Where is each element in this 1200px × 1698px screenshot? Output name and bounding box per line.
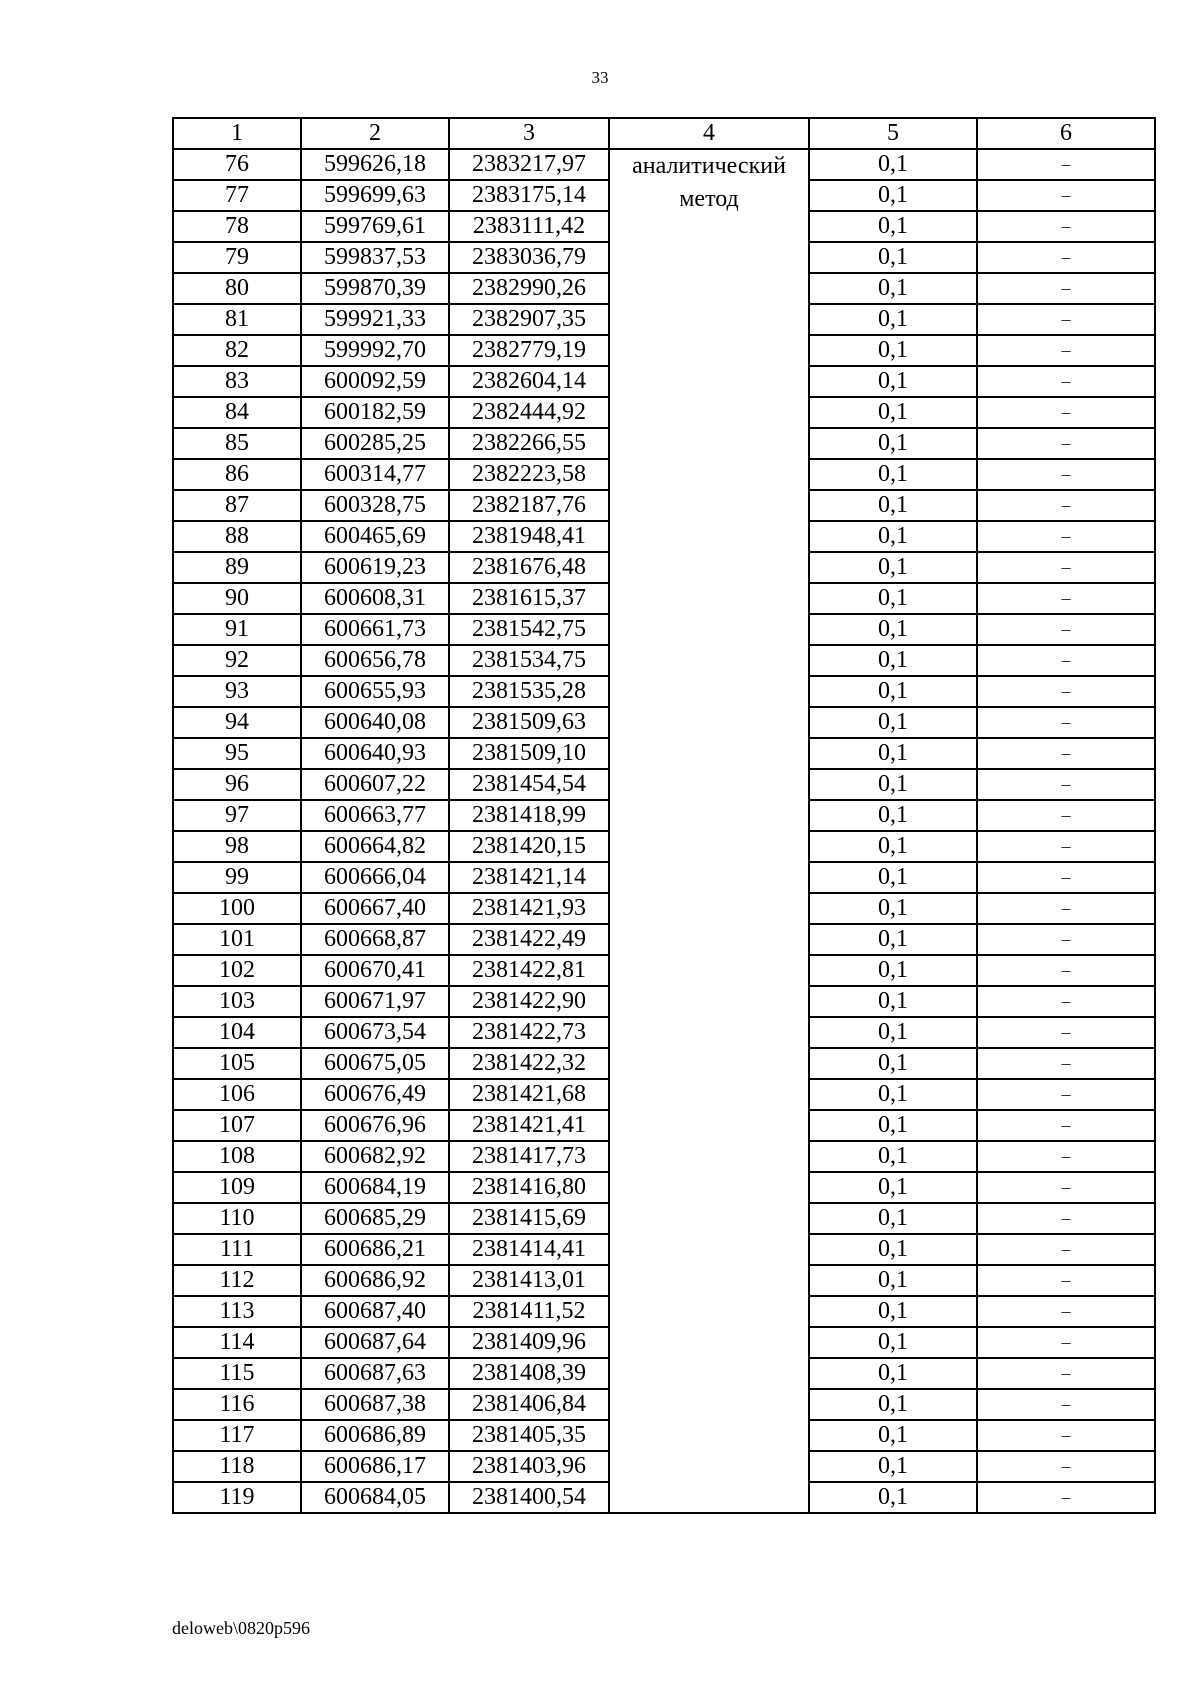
accuracy-cell: 0,1: [809, 1358, 977, 1389]
accuracy-cell: 0,1: [809, 211, 977, 242]
x-coordinate-cell: 600666,04: [301, 862, 449, 893]
point-number-cell: 97: [173, 800, 301, 831]
accuracy-cell: 0,1: [809, 1141, 977, 1172]
y-coordinate-cell: 2381414,41: [449, 1234, 609, 1265]
description-cell: –: [977, 180, 1155, 211]
y-coordinate-cell: 2381418,99: [449, 800, 609, 831]
accuracy-cell: 0,1: [809, 1420, 977, 1451]
accuracy-cell: 0,1: [809, 738, 977, 769]
y-coordinate-cell: 2382990,26: [449, 273, 609, 304]
description-cell: –: [977, 1110, 1155, 1141]
y-coordinate-cell: 2381403,96: [449, 1451, 609, 1482]
x-coordinate-cell: 600673,54: [301, 1017, 449, 1048]
accuracy-cell: 0,1: [809, 800, 977, 831]
x-coordinate-cell: 600686,92: [301, 1265, 449, 1296]
point-number-cell: 119: [173, 1482, 301, 1513]
x-coordinate-cell: 600668,87: [301, 924, 449, 955]
accuracy-cell: 0,1: [809, 1451, 977, 1482]
x-coordinate-cell: 599626,18: [301, 149, 449, 180]
y-coordinate-cell: 2381417,73: [449, 1141, 609, 1172]
x-coordinate-cell: 600686,17: [301, 1451, 449, 1482]
y-coordinate-cell: 2381409,96: [449, 1327, 609, 1358]
x-coordinate-cell: 600682,92: [301, 1141, 449, 1172]
point-number-cell: 107: [173, 1110, 301, 1141]
x-coordinate-cell: 600676,96: [301, 1110, 449, 1141]
point-number-cell: 95: [173, 738, 301, 769]
point-number-cell: 109: [173, 1172, 301, 1203]
accuracy-cell: 0,1: [809, 769, 977, 800]
description-cell: –: [977, 924, 1155, 955]
point-number-cell: 105: [173, 1048, 301, 1079]
x-coordinate-cell: 600684,05: [301, 1482, 449, 1513]
y-coordinate-cell: 2381509,10: [449, 738, 609, 769]
y-coordinate-cell: 2382444,92: [449, 397, 609, 428]
accuracy-cell: 0,1: [809, 397, 977, 428]
description-cell: –: [977, 862, 1155, 893]
y-coordinate-cell: 2381405,35: [449, 1420, 609, 1451]
footer-doc-id: deloweb\0820p596: [172, 1618, 310, 1638]
point-number-cell: 114: [173, 1327, 301, 1358]
page-number: 33: [591, 68, 609, 87]
description-cell: –: [977, 1451, 1155, 1482]
method-text-line: метод: [679, 186, 739, 212]
x-coordinate-cell: 599870,39: [301, 273, 449, 304]
accuracy-cell: 0,1: [809, 1296, 977, 1327]
description-cell: –: [977, 1048, 1155, 1079]
point-number-cell: 78: [173, 211, 301, 242]
description-cell: –: [977, 986, 1155, 1017]
y-coordinate-cell: 2381615,37: [449, 583, 609, 614]
accuracy-cell: 0,1: [809, 1482, 977, 1513]
description-cell: –: [977, 676, 1155, 707]
accuracy-cell: 0,1: [809, 676, 977, 707]
y-coordinate-cell: 2382907,35: [449, 304, 609, 335]
y-coordinate-cell: 2381421,68: [449, 1079, 609, 1110]
accuracy-cell: 0,1: [809, 366, 977, 397]
header-cell: 3: [449, 118, 609, 149]
header-row: [173, 118, 1155, 149]
description-cell: –: [977, 800, 1155, 831]
x-coordinate-cell: 600685,29: [301, 1203, 449, 1234]
point-number-cell: 117: [173, 1420, 301, 1451]
y-coordinate-cell: 2381406,84: [449, 1389, 609, 1420]
description-cell: –: [977, 1420, 1155, 1451]
accuracy-cell: 0,1: [809, 273, 977, 304]
x-coordinate-cell: 600661,73: [301, 614, 449, 645]
point-number-cell: 102: [173, 955, 301, 986]
y-coordinate-cell: 2381421,93: [449, 893, 609, 924]
accuracy-cell: 0,1: [809, 1234, 977, 1265]
description-cell: –: [977, 1327, 1155, 1358]
accuracy-cell: 0,1: [809, 1079, 977, 1110]
y-coordinate-cell: 2381413,01: [449, 1265, 609, 1296]
point-number-cell: 110: [173, 1203, 301, 1234]
y-coordinate-cell: 2381535,28: [449, 676, 609, 707]
accuracy-cell: 0,1: [809, 645, 977, 676]
accuracy-cell: 0,1: [809, 304, 977, 335]
description-cell: –: [977, 831, 1155, 862]
x-coordinate-cell: 600670,41: [301, 955, 449, 986]
description-cell: –: [977, 1172, 1155, 1203]
method-cell: [609, 149, 809, 1513]
y-coordinate-cell: 2383036,79: [449, 242, 609, 273]
x-coordinate-cell: 600687,38: [301, 1389, 449, 1420]
accuracy-cell: 0,1: [809, 1110, 977, 1141]
x-coordinate-cell: 600655,93: [301, 676, 449, 707]
point-number-cell: 116: [173, 1389, 301, 1420]
accuracy-cell: 0,1: [809, 831, 977, 862]
y-coordinate-cell: 2381420,15: [449, 831, 609, 862]
x-coordinate-cell: 600686,21: [301, 1234, 449, 1265]
y-coordinate-cell: 2381411,52: [449, 1296, 609, 1327]
point-number-cell: 87: [173, 490, 301, 521]
accuracy-cell: 0,1: [809, 583, 977, 614]
x-coordinate-cell: 600640,08: [301, 707, 449, 738]
description-cell: –: [977, 242, 1155, 273]
x-coordinate-cell: 600285,25: [301, 428, 449, 459]
header-cell: 1: [173, 118, 301, 149]
point-number-cell: 103: [173, 986, 301, 1017]
x-coordinate-cell: 600640,93: [301, 738, 449, 769]
y-coordinate-cell: 2381408,39: [449, 1358, 609, 1389]
x-coordinate-cell: 600656,78: [301, 645, 449, 676]
y-coordinate-cell: 2382266,55: [449, 428, 609, 459]
accuracy-cell: 0,1: [809, 149, 977, 180]
x-coordinate-cell: 600314,77: [301, 459, 449, 490]
point-number-cell: 104: [173, 1017, 301, 1048]
point-number-cell: 89: [173, 552, 301, 583]
description-cell: –: [977, 459, 1155, 490]
x-coordinate-cell: 600182,59: [301, 397, 449, 428]
x-coordinate-cell: 599699,63: [301, 180, 449, 211]
description-cell: –: [977, 304, 1155, 335]
point-number-cell: 106: [173, 1079, 301, 1110]
accuracy-cell: 0,1: [809, 986, 977, 1017]
point-number-cell: 81: [173, 304, 301, 335]
x-coordinate-cell: 600686,89: [301, 1420, 449, 1451]
description-cell: –: [977, 397, 1155, 428]
description-cell: –: [977, 738, 1155, 769]
y-coordinate-cell: 2381422,49: [449, 924, 609, 955]
accuracy-cell: 0,1: [809, 1389, 977, 1420]
point-number-cell: 100: [173, 893, 301, 924]
point-number-cell: 76: [173, 149, 301, 180]
description-cell: –: [977, 149, 1155, 180]
accuracy-cell: 0,1: [809, 924, 977, 955]
x-coordinate-cell: 600465,69: [301, 521, 449, 552]
point-number-cell: 91: [173, 614, 301, 645]
description-cell: –: [977, 645, 1155, 676]
accuracy-cell: 0,1: [809, 242, 977, 273]
x-coordinate-cell: 599992,70: [301, 335, 449, 366]
y-coordinate-cell: 2381416,80: [449, 1172, 609, 1203]
point-number-cell: 85: [173, 428, 301, 459]
y-coordinate-cell: 2382187,76: [449, 490, 609, 521]
accuracy-cell: 0,1: [809, 521, 977, 552]
header-cell: 5: [809, 118, 977, 149]
x-coordinate-cell: 600667,40: [301, 893, 449, 924]
x-coordinate-cell: 600328,75: [301, 490, 449, 521]
description-cell: –: [977, 707, 1155, 738]
description-cell: –: [977, 1265, 1155, 1296]
x-coordinate-cell: 600663,77: [301, 800, 449, 831]
accuracy-cell: 0,1: [809, 1172, 977, 1203]
accuracy-cell: 0,1: [809, 1203, 977, 1234]
x-coordinate-cell: 599837,53: [301, 242, 449, 273]
point-number-cell: 94: [173, 707, 301, 738]
description-cell: –: [977, 521, 1155, 552]
x-coordinate-cell: 600675,05: [301, 1048, 449, 1079]
y-coordinate-cell: 2382223,58: [449, 459, 609, 490]
description-cell: –: [977, 490, 1155, 521]
y-coordinate-cell: 2381534,75: [449, 645, 609, 676]
x-coordinate-cell: 600608,31: [301, 583, 449, 614]
point-number-cell: 113: [173, 1296, 301, 1327]
point-number-cell: 80: [173, 273, 301, 304]
description-cell: –: [977, 552, 1155, 583]
y-coordinate-cell: 2381422,73: [449, 1017, 609, 1048]
header-cell: 6: [977, 118, 1155, 149]
table-body: [173, 118, 1155, 1513]
point-number-cell: 99: [173, 862, 301, 893]
description-cell: –: [977, 1296, 1155, 1327]
table-row: [173, 149, 1155, 180]
accuracy-cell: 0,1: [809, 1048, 977, 1079]
x-coordinate-cell: 600676,49: [301, 1079, 449, 1110]
point-number-cell: 83: [173, 366, 301, 397]
description-cell: –: [977, 1017, 1155, 1048]
point-number-cell: 77: [173, 180, 301, 211]
point-number-cell: 84: [173, 397, 301, 428]
x-coordinate-cell: 600687,63: [301, 1358, 449, 1389]
description-cell: –: [977, 1358, 1155, 1389]
point-number-cell: 111: [173, 1234, 301, 1265]
description-cell: –: [977, 1079, 1155, 1110]
point-number-cell: 82: [173, 335, 301, 366]
description-cell: –: [977, 273, 1155, 304]
y-coordinate-cell: 2381421,41: [449, 1110, 609, 1141]
accuracy-cell: 0,1: [809, 893, 977, 924]
y-coordinate-cell: 2383111,42: [449, 211, 609, 242]
point-number-cell: 92: [173, 645, 301, 676]
accuracy-cell: 0,1: [809, 459, 977, 490]
accuracy-cell: 0,1: [809, 614, 977, 645]
method-text-line: аналитический: [632, 153, 786, 179]
description-cell: –: [977, 366, 1155, 397]
description-cell: –: [977, 893, 1155, 924]
y-coordinate-cell: 2382604,14: [449, 366, 609, 397]
y-coordinate-cell: 2381422,81: [449, 955, 609, 986]
accuracy-cell: 0,1: [809, 1327, 977, 1358]
y-coordinate-cell: 2381454,54: [449, 769, 609, 800]
point-number-cell: 101: [173, 924, 301, 955]
accuracy-cell: 0,1: [809, 335, 977, 366]
description-cell: –: [977, 769, 1155, 800]
y-coordinate-cell: 2381948,41: [449, 521, 609, 552]
x-coordinate-cell: 600684,19: [301, 1172, 449, 1203]
y-coordinate-cell: 2381415,69: [449, 1203, 609, 1234]
x-coordinate-cell: 599921,33: [301, 304, 449, 335]
description-cell: –: [977, 1389, 1155, 1420]
point-number-cell: 93: [173, 676, 301, 707]
description-cell: –: [977, 335, 1155, 366]
point-number-cell: 96: [173, 769, 301, 800]
point-number-cell: 98: [173, 831, 301, 862]
accuracy-cell: 0,1: [809, 552, 977, 583]
point-number-cell: 88: [173, 521, 301, 552]
x-coordinate-cell: 600671,97: [301, 986, 449, 1017]
y-coordinate-cell: 2383175,14: [449, 180, 609, 211]
y-coordinate-cell: 2381676,48: [449, 552, 609, 583]
accuracy-cell: 0,1: [809, 862, 977, 893]
point-number-cell: 115: [173, 1358, 301, 1389]
y-coordinate-cell: 2381422,32: [449, 1048, 609, 1079]
description-cell: –: [977, 1234, 1155, 1265]
x-coordinate-cell: 600092,59: [301, 366, 449, 397]
y-coordinate-cell: 2381421,14: [449, 862, 609, 893]
description-cell: –: [977, 955, 1155, 986]
accuracy-cell: 0,1: [809, 955, 977, 986]
point-number-cell: 90: [173, 583, 301, 614]
y-coordinate-cell: 2381509,63: [449, 707, 609, 738]
description-cell: –: [977, 211, 1155, 242]
accuracy-cell: 0,1: [809, 1265, 977, 1296]
x-coordinate-cell: 599769,61: [301, 211, 449, 242]
description-cell: –: [977, 1141, 1155, 1172]
point-number-cell: 118: [173, 1451, 301, 1482]
y-coordinate-cell: 2381542,75: [449, 614, 609, 645]
description-cell: –: [977, 1203, 1155, 1234]
accuracy-cell: 0,1: [809, 180, 977, 211]
header-cell: 4: [609, 118, 809, 149]
point-number-cell: 79: [173, 242, 301, 273]
accuracy-cell: 0,1: [809, 707, 977, 738]
coordinates-table: [172, 117, 1156, 1514]
point-number-cell: 112: [173, 1265, 301, 1296]
description-cell: –: [977, 1482, 1155, 1513]
accuracy-cell: 0,1: [809, 428, 977, 459]
point-number-cell: 86: [173, 459, 301, 490]
x-coordinate-cell: 600619,23: [301, 552, 449, 583]
x-coordinate-cell: 600687,64: [301, 1327, 449, 1358]
description-cell: –: [977, 614, 1155, 645]
accuracy-cell: 0,1: [809, 1017, 977, 1048]
accuracy-cell: 0,1: [809, 490, 977, 521]
y-coordinate-cell: 2381400,54: [449, 1482, 609, 1513]
x-coordinate-cell: 600687,40: [301, 1296, 449, 1327]
description-cell: –: [977, 583, 1155, 614]
x-coordinate-cell: 600607,22: [301, 769, 449, 800]
x-coordinate-cell: 600664,82: [301, 831, 449, 862]
point-number-cell: 108: [173, 1141, 301, 1172]
y-coordinate-cell: 2382779,19: [449, 335, 609, 366]
y-coordinate-cell: 2383217,97: [449, 149, 609, 180]
y-coordinate-cell: 2381422,90: [449, 986, 609, 1017]
header-cell: 2: [301, 118, 449, 149]
description-cell: –: [977, 428, 1155, 459]
